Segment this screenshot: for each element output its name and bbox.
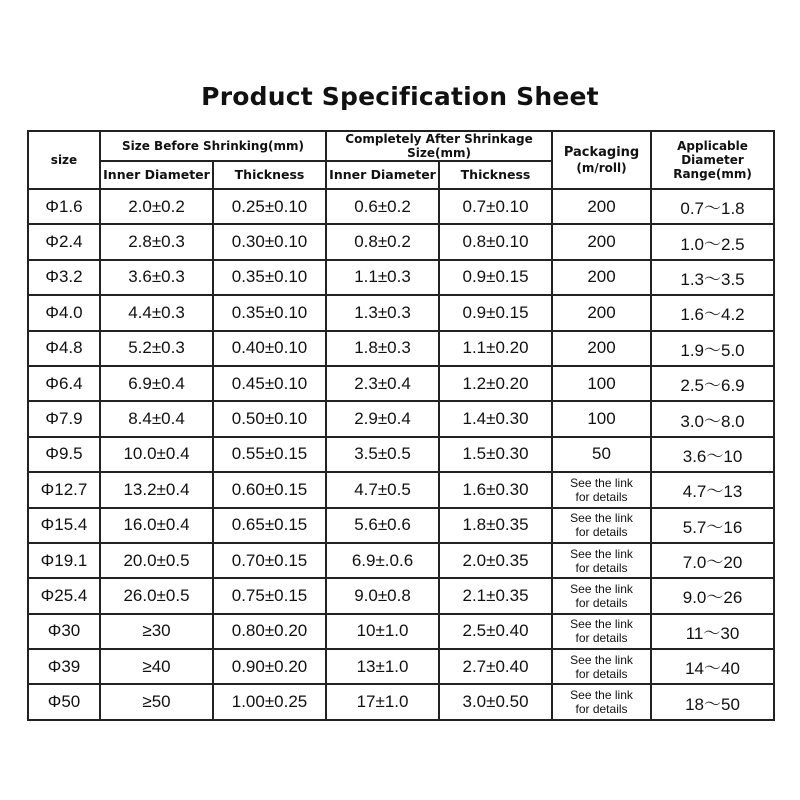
cell-range: 7.0～20 (651, 543, 774, 578)
header-after-inner-diameter: Inner Diameter (326, 161, 439, 189)
table-row (28, 260, 774, 295)
packaging-link-line1: See the link (570, 511, 633, 526)
cell-size: Φ12.7 (28, 472, 100, 507)
header-packaging-line1: Packaging (563, 145, 640, 160)
cell-before-inner: 10.0±0.4 (100, 437, 213, 472)
packaging-link-line1: See the link (570, 652, 633, 667)
cell-before-inner: 2.8±0.3 (100, 224, 213, 259)
cell-packaging: 200 (552, 295, 651, 330)
cell-before-inner: 26.0±0.5 (100, 578, 213, 613)
cell-before-inner: ≥30 (100, 614, 213, 649)
cell-after-inner: 0.6±0.2 (326, 189, 439, 224)
cell-before-thickness: 0.75±0.15 (213, 578, 326, 613)
cell-after-inner: 3.5±0.5 (326, 437, 439, 472)
cell-range: 18～50 (651, 684, 774, 719)
packaging-link-line2: for details (575, 560, 628, 575)
header-range-line2: Range(mm) (673, 167, 752, 181)
cell-size: Φ4.0 (28, 295, 100, 330)
packaging-link-line1: See the link (570, 688, 633, 703)
packaging-link-line1: See the link (570, 617, 633, 632)
cell-before-inner: 4.4±0.3 (100, 295, 213, 330)
cell-size: Φ2.4 (28, 224, 100, 259)
cell-size: Φ3.2 (28, 260, 100, 295)
cell-range: 4.7～13 (651, 472, 774, 507)
packaging-link-line2: for details (575, 489, 628, 504)
cell-before-inner: 6.9±0.4 (100, 366, 213, 401)
cell-packaging: 200 (552, 260, 651, 295)
packaging-link-line2: for details (575, 702, 628, 717)
table-row (28, 366, 774, 401)
cell-before-thickness: 0.65±0.15 (213, 508, 326, 543)
page-title: Product Specification Sheet (201, 82, 599, 111)
cell-before-thickness: 0.25±0.10 (213, 189, 326, 224)
header-range-line1: Applicable Diameter (677, 139, 748, 167)
cell-packaging (552, 614, 651, 649)
table-row (28, 614, 774, 649)
cell-before-inner: 13.2±0.4 (100, 472, 213, 507)
cell-before-inner: 16.0±0.4 (100, 508, 213, 543)
cell-range: 3.0～8.0 (651, 401, 774, 436)
cell-after-thickness: 1.2±0.20 (439, 366, 552, 401)
cell-range: 11～30 (651, 614, 774, 649)
header-before-shrinking: Size Before Shrinking(mm) (100, 131, 326, 161)
table-row (28, 189, 774, 224)
cell-size: Φ6.4 (28, 366, 100, 401)
cell-after-thickness: 0.7±0.10 (439, 189, 552, 224)
cell-size: Φ30 (28, 614, 100, 649)
cell-before-inner: 3.6±0.3 (100, 260, 213, 295)
cell-after-inner: 6.9±.0.6 (326, 543, 439, 578)
cell-before-thickness: 0.45±0.10 (213, 366, 326, 401)
cell-range: 0.7～1.8 (651, 189, 774, 224)
header-size: size (28, 131, 100, 189)
cell-after-inner: 0.8±0.2 (326, 224, 439, 259)
cell-size: Φ19.1 (28, 543, 100, 578)
table-row (28, 472, 774, 507)
cell-after-inner: 17±1.0 (326, 684, 439, 719)
cell-before-thickness: 0.50±0.10 (213, 401, 326, 436)
header-after-shrinkage: Completely After Shrinkage Size(mm) (326, 131, 552, 161)
table-row (28, 437, 774, 472)
cell-after-thickness: 0.8±0.10 (439, 224, 552, 259)
header-before-thickness: Thickness (213, 161, 326, 189)
cell-after-thickness: 2.7±0.40 (439, 649, 552, 684)
cell-after-thickness: 2.0±0.35 (439, 543, 552, 578)
cell-range: 9.0～26 (651, 578, 774, 613)
cell-after-thickness: 2.1±0.35 (439, 578, 552, 613)
cell-packaging (552, 578, 651, 613)
packaging-link-line2: for details (575, 525, 628, 540)
header-applicable-range (651, 131, 774, 189)
cell-before-inner: 2.0±0.2 (100, 189, 213, 224)
cell-before-inner: 20.0±0.5 (100, 543, 213, 578)
table-row (28, 578, 774, 613)
cell-size: Φ9.5 (28, 437, 100, 472)
table-row (28, 331, 774, 366)
cell-before-thickness: 0.40±0.10 (213, 331, 326, 366)
cell-range: 2.5～6.9 (651, 366, 774, 401)
cell-after-thickness: 0.9±0.15 (439, 260, 552, 295)
cell-packaging: 200 (552, 224, 651, 259)
cell-before-inner: 5.2±0.3 (100, 331, 213, 366)
cell-before-thickness: 0.60±0.15 (213, 472, 326, 507)
cell-range: 1.6～4.2 (651, 295, 774, 330)
cell-range: 3.6～10 (651, 437, 774, 472)
cell-packaging (552, 508, 651, 543)
cell-size: Φ7.9 (28, 401, 100, 436)
cell-packaging (552, 543, 651, 578)
cell-packaging: 100 (552, 401, 651, 436)
cell-before-thickness: 0.80±0.20 (213, 614, 326, 649)
packaging-link-line2: for details (575, 631, 628, 646)
cell-packaging (552, 684, 651, 719)
cell-before-thickness: 0.35±0.10 (213, 295, 326, 330)
cell-packaging: 100 (552, 366, 651, 401)
cell-size: Φ50 (28, 684, 100, 719)
packaging-link-line1: See the link (570, 581, 633, 596)
cell-size: Φ1.6 (28, 189, 100, 224)
cell-range: 14～40 (651, 649, 774, 684)
packaging-link-line2: for details (575, 595, 628, 610)
table-row (28, 508, 774, 543)
cell-range: 1.9～5.0 (651, 331, 774, 366)
cell-before-inner: ≥40 (100, 649, 213, 684)
cell-before-thickness: 0.55±0.15 (213, 437, 326, 472)
cell-packaging (552, 649, 651, 684)
table-row (28, 649, 774, 684)
packaging-link-line1: See the link (570, 475, 633, 490)
packaging-link-line2: for details (575, 666, 628, 681)
cell-size: Φ15.4 (28, 508, 100, 543)
table-row (28, 684, 774, 719)
cell-after-inner: 2.9±0.4 (326, 401, 439, 436)
table-row (28, 224, 774, 259)
cell-range: 5.7～16 (651, 508, 774, 543)
cell-before-inner: 8.4±0.4 (100, 401, 213, 436)
cell-packaging: 50 (552, 437, 651, 472)
cell-size: Φ39 (28, 649, 100, 684)
header-packaging (552, 131, 651, 189)
cell-packaging: 200 (552, 331, 651, 366)
cell-before-thickness: 0.70±0.15 (213, 543, 326, 578)
cell-after-inner: 1.1±0.3 (326, 260, 439, 295)
cell-after-thickness: 0.9±0.15 (439, 295, 552, 330)
cell-before-thickness: 0.90±0.20 (213, 649, 326, 684)
cell-after-inner: 2.3±0.4 (326, 366, 439, 401)
cell-after-inner: 10±1.0 (326, 614, 439, 649)
cell-before-thickness: 0.30±0.10 (213, 224, 326, 259)
cell-after-inner: 1.8±0.3 (326, 331, 439, 366)
cell-packaging (552, 472, 651, 507)
spec-table (27, 130, 775, 721)
cell-after-thickness: 1.1±0.20 (439, 331, 552, 366)
cell-range: 1.0～2.5 (651, 224, 774, 259)
header-before-inner-diameter: Inner Diameter (100, 161, 213, 189)
header-row-1 (28, 131, 774, 161)
cell-after-thickness: 2.5±0.40 (439, 614, 552, 649)
table-row (28, 295, 774, 330)
cell-after-inner: 13±1.0 (326, 649, 439, 684)
cell-after-thickness: 1.8±0.35 (439, 508, 552, 543)
cell-before-thickness: 0.35±0.10 (213, 260, 326, 295)
cell-packaging: 200 (552, 189, 651, 224)
cell-size: Φ25.4 (28, 578, 100, 613)
cell-after-inner: 4.7±0.5 (326, 472, 439, 507)
header-after-thickness: Thickness (439, 161, 552, 189)
cell-after-inner: 9.0±0.8 (326, 578, 439, 613)
cell-before-thickness: 1.00±0.25 (213, 684, 326, 719)
cell-after-inner: 5.6±0.6 (326, 508, 439, 543)
header-packaging-line2: (m/roll) (576, 161, 627, 175)
table-row (28, 543, 774, 578)
table-row (28, 401, 774, 436)
cell-after-inner: 1.3±0.3 (326, 295, 439, 330)
cell-range: 1.3～3.5 (651, 260, 774, 295)
cell-size: Φ4.8 (28, 331, 100, 366)
cell-after-thickness: 1.6±0.30 (439, 472, 552, 507)
cell-after-thickness: 3.0±0.50 (439, 684, 552, 719)
cell-after-thickness: 1.5±0.30 (439, 437, 552, 472)
cell-after-thickness: 1.4±0.30 (439, 401, 552, 436)
packaging-link-line1: See the link (570, 546, 633, 561)
cell-before-inner: ≥50 (100, 684, 213, 719)
